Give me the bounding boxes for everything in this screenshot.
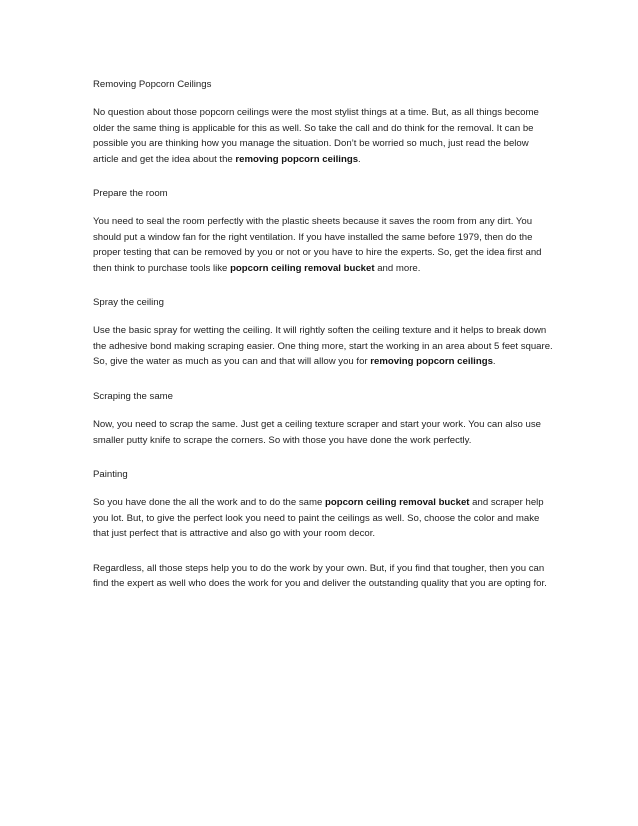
intro-text-2: . [358, 153, 361, 165]
spray-keyword: removing popcorn ceilings [370, 356, 493, 368]
section-body-painting [93, 495, 553, 541]
section-heading-prepare: Prepare the room [93, 188, 168, 200]
spray-text-1: Use the basic spray for wetting the ceiling. It will rightly soften the ceiling texture and it helps to break down the adhesive bond making scraping easier. One thing more, start the working in an area about 5 feet square. So, give the water as much as you can and that will allow you for [93, 325, 553, 368]
section-body-prepare [93, 214, 553, 276]
prepare-text-1: You need to seal the room perfectly with the plastic sheets because it saves the room from any dirt. You should put a window fan for the right ventilation. If you have installed the same before 1979, then do the proper testing that can be removed by you or not or you have to hire the experts. So, get the idea first and then think to purchase tools like [93, 216, 542, 274]
intro-text-1: No question about those popcorn ceilings were the most stylist things at a time. But, as all things become older the same thing is applicable for this as well. So take the call and do think for the removal. It can be possible you are thinking how you manage the situation. Don’t be worried so much, just read the below article and get the idea about the [93, 107, 539, 165]
section-heading-painting: Painting [93, 468, 128, 480]
painting-text-2: and scraper help you lot. But, to give the perfect look you need to paint the ceilings as well. So, choose the color and make that just perfect that is attractive and also go with your room decor. [93, 497, 544, 540]
section-heading-spray: Spray the ceiling [93, 297, 164, 309]
section-body-spray [93, 323, 553, 369]
prepare-text-2: and more. [374, 262, 421, 274]
painting-keyword: popcorn ceiling removal bucket [325, 497, 470, 509]
section-body-scraping: Now, you need to scrap the same. Just get a ceiling texture scraper and start your work. You can also use smaller putty knife to scrape the corners. So with those you have done the work perfectly. [93, 419, 541, 446]
closing-paragraph: Regardless, all those steps help you to do the work by your own. But, if you find that tougher, then you can find the expert as well who does the work for you and deliver the outstanding quality that you are opting for. [93, 562, 547, 589]
document-title: Removing Popcorn Ceilings [93, 79, 212, 90]
document-page [93, 77, 553, 610]
intro-paragraph [93, 105, 553, 167]
intro-keyword: removing popcorn ceilings [235, 153, 359, 165]
section-heading-scraping: Scraping the same [93, 390, 173, 402]
spray-text-2: . [492, 356, 496, 368]
painting-text-1: So you have done the all the work and to do the same [93, 497, 326, 509]
prepare-keyword: popcorn ceiling removal bucket [230, 262, 375, 274]
